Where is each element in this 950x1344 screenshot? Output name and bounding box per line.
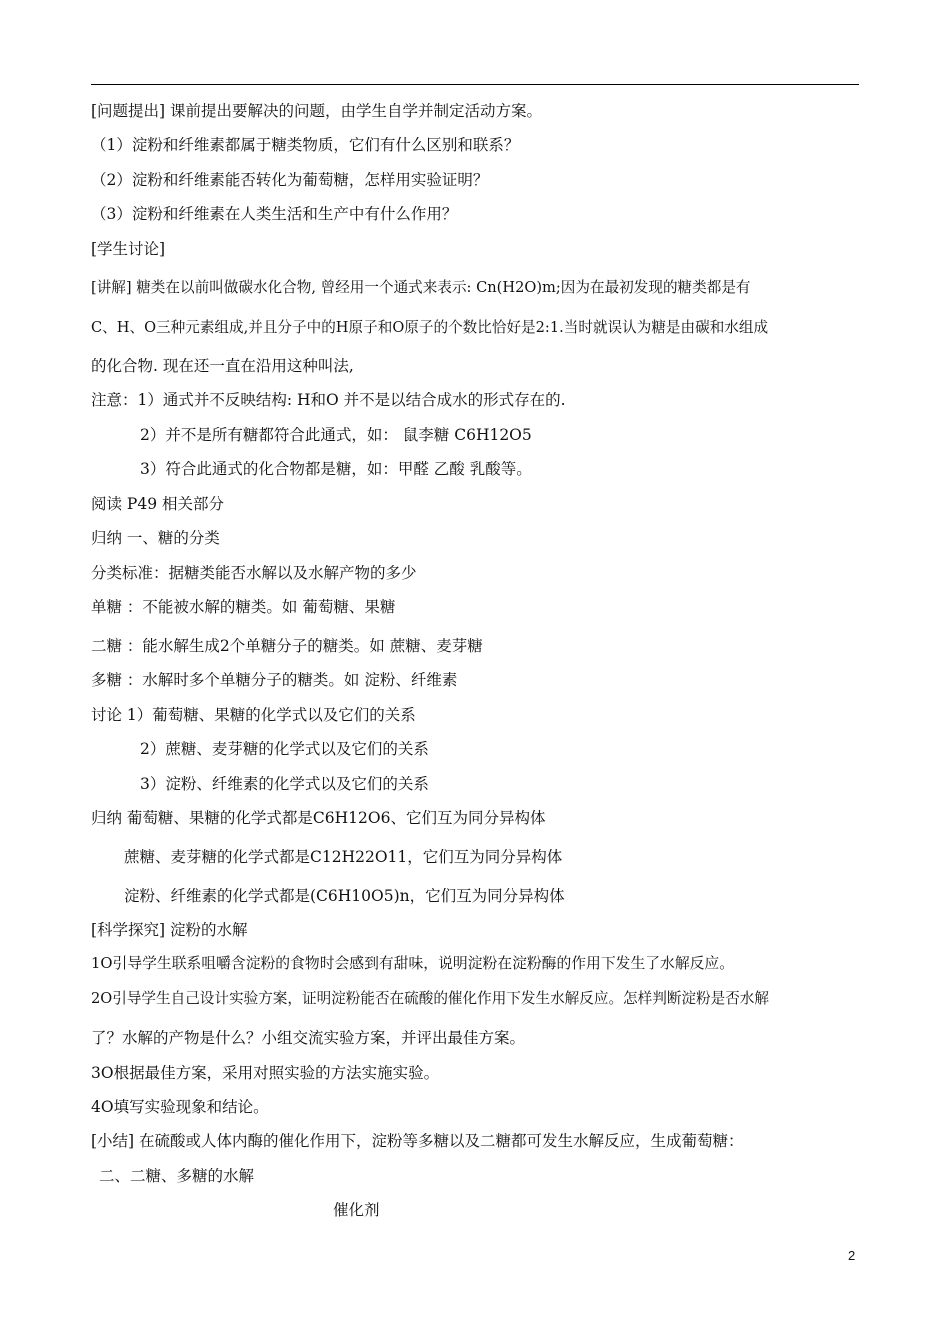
text-line: 催化剂	[333, 1201, 380, 1219]
text-line: 二糖 ：能水解生成2个单糖分子的糖类。如 蔗糖、麦芽糖	[91, 637, 483, 655]
header-rule	[91, 84, 859, 85]
text-line: 讨论 1）葡萄糖、果糖的化学式以及它们的关系	[91, 706, 416, 724]
text-line: [问题提出] 课前提出要解决的问题，由学生自学并制定活动方案。	[91, 102, 543, 120]
text-line: 归纳 葡萄糖、果糖的化学式都是C6H12O6、它们互为同分异构体	[91, 809, 546, 827]
text-line: 2）蔗糖、麦芽糖的化学式以及它们的关系	[140, 740, 429, 758]
text-line: 归纳 一、糖的分类	[91, 529, 220, 547]
text-line: 1O引导学生联系咀嚼含淀粉的食物时会感到有甜味，说明淀粉在淀粉酶的作用下发生了水解反应。	[91, 955, 735, 972]
text-line: C、H、O三种元素组成,并且分子中的H原子和O原子的个数比恰好是2:1.当时就误认为糖是由碳和水组成	[91, 319, 769, 336]
text-line: 3）淀粉、纤维素的化学式以及它们的关系	[140, 775, 429, 793]
text-line: 单糖 ：不能被水解的糖类。如 葡萄糖、果糖	[91, 598, 396, 616]
text-line: （2）淀粉和纤维素能否转化为葡萄糖，怎样用实验证明？	[91, 171, 489, 189]
text-line: [学生讨论]	[91, 240, 166, 258]
text-line: 二、二糖、多糖的水解	[99, 1167, 255, 1185]
text-line: 3O根据最佳方案，采用对照实验的方法实施实验。	[91, 1064, 440, 1082]
text-line: 4O填写实验现象和结论。	[91, 1098, 269, 1116]
text-line: 的化合物. 现在还一直在沿用这种叫法,	[91, 357, 354, 375]
text-line: （3）淀粉和纤维素在人类生活和生产中有什么作用？	[91, 205, 458, 223]
page-number: 2	[848, 1248, 856, 1263]
text-line: 注意：1）通式并不反映结构: H和O 并不是以结合成水的形式存在的.	[91, 391, 566, 409]
text-line: [科学探究] 淀粉的水解	[91, 921, 248, 939]
text-line: 蔗糖、麦芽糖的化学式都是C12H22O11，它们互为同分异构体	[124, 848, 563, 866]
text-line: 多糖 ：水解时多个单糖分子的糖类。如 淀粉、纤维素	[91, 671, 458, 689]
text-line: 分类标准：据糖类能否水解以及水解产物的多少	[91, 564, 417, 582]
text-line: 2O引导学生自己设计实验方案，证明淀粉能否在硫酸的催化作用下发生水解反应。怎样判断淀粉是否水解	[91, 990, 769, 1007]
text-line: 2）并不是所有糖都符合此通式，如： 鼠李糖 C6H12O5	[140, 426, 532, 444]
text-line: 淀粉、纤维素的化学式都是(C6H10O5)n，它们互为同分异构体	[124, 887, 565, 905]
text-line: [讲解] 糖类在以前叫做碳水化合物, 曾经用一个通式来表示: Cn(H2O)m;因为在最初发现的糖类都是有	[91, 279, 751, 296]
text-line: [小结] 在硫酸或人体内酶的催化作用下，淀粉等多糖以及二糖都可发生水解反应，生成葡萄糖：	[91, 1132, 744, 1150]
text-line: 阅读 P49 相关部分	[91, 495, 225, 513]
text-line: 3）符合此通式的化合物都是糖，如：甲醛 乙酸 乳酸等。	[140, 460, 532, 478]
text-line: （1）淀粉和纤维素都属于糖类物质，它们有什么区别和联系？	[91, 136, 520, 154]
text-line: 了？水解的产物是什么？小组交流实验方案，并评出最佳方案。	[91, 1029, 526, 1047]
